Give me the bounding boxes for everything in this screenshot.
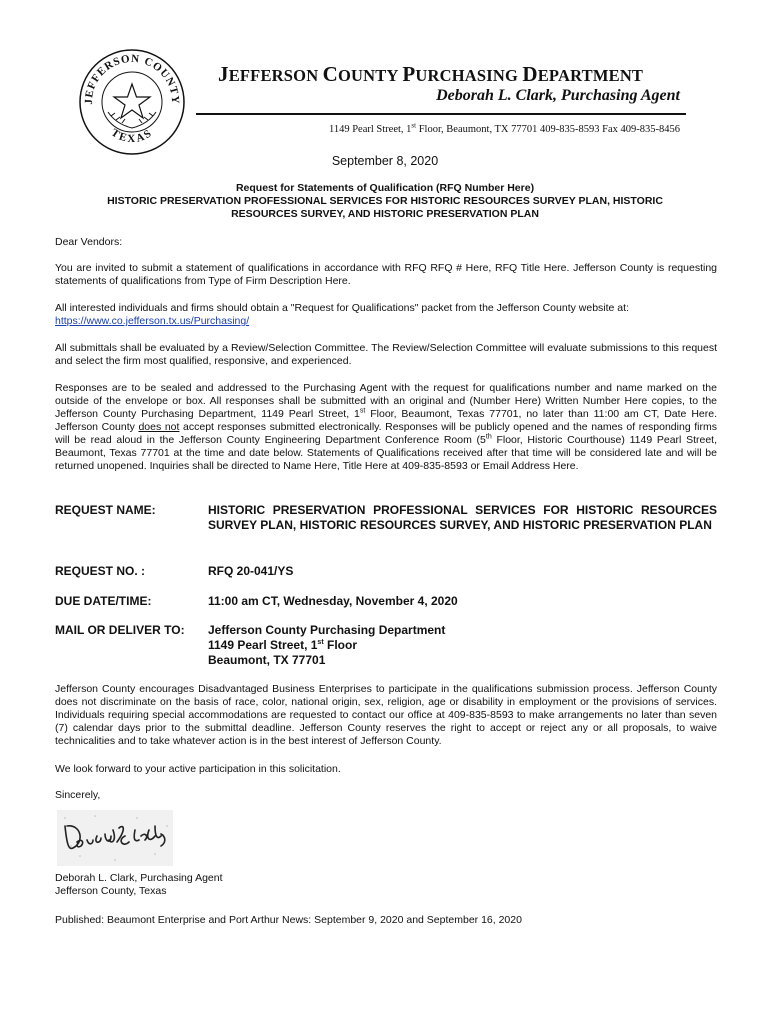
request-name-label: REQUEST NAME: <box>55 503 156 517</box>
signer-name: Deborah L. Clark, Purchasing Agent <box>55 872 223 884</box>
letterhead-divider <box>196 113 686 115</box>
request-name-value: HISTORIC PRESERVATION PROFESSIONAL SERVICES FOR HISTORIC RESOURCES SURVEY PLAN, HISTORIC RESOURCES SURVEY, AND HISTORIC PRESERVATION PLAN <box>208 503 717 532</box>
paragraph-closing: We look forward to your active participation in this solicitation. <box>55 763 341 775</box>
handwritten-signature <box>55 806 175 868</box>
due-date-value: 11:00 am CT, Wednesday, November 4, 2020 <box>208 594 458 608</box>
mail-label: MAIL OR DELIVER TO: <box>55 623 185 637</box>
paragraph-packet: All interested individuals and firms should obtain a "Request for Qualifications" packet from the Jefferson County website at: https://www.co.jefferson.tx.us/Purchasing/ <box>55 302 629 327</box>
purchasing-agent-name: Deborah L. Clark, Purchasing Agent <box>436 87 680 104</box>
rfq-heading <box>60 182 710 221</box>
mail-address: Jefferson County Purchasing Department 1149 Pearl Street, 1st Floor Beaumont, TX 77701 <box>208 623 446 667</box>
paragraph-dbe: Jefferson County encourages Disadvantaged Business Enterprises to participate in the qualifications submission process. Jefferson County does not discriminate on the basis of race, color, national origin, sex, religion, age or disability in employment or the provisions of services. Individuals requiring special accommodations are requested to contact our office at 409-835-8593 to make arrangements no later than seven (7) calendar days prior to the submittal deadline. Jefferson County reserves the right to accept or reject any or all proposals, to waive technicalities and to take whatever action is in the best interest of Jefferson County. <box>55 683 717 747</box>
county-seal-logo <box>78 48 186 156</box>
salutation: Dear Vendors: <box>55 236 123 248</box>
signer-block <box>55 872 223 898</box>
paragraph-submission: Responses are to be sealed and addressed to the Purchasing Agent with the request for qualifications number and name marked on the outside of the envelope or box. All responses shall be submitted with an original and (Number Here) Written Number Here copies, to the Jefferson County Purchasing Department, 1149 Pearl Street, 1st Floor, Beaumont, Texas 77701, no later than 11:00 am CT, Date Here. Jefferson County does not accept responses submitted electronically. Responses will be publicly opened and the names of responding firms will be read aloud in the Jefferson County Engineering Department Conference Room (5th Floor, Historic Courthouse) 1149 Pearl Street, Beaumont, Texas 77701 at the time and date below. Statements of Qualifications received after that time will be considered late and will be returned unopened. Inquiries shall be directed to Name Here, Title Here at 409-835-8593 or Email Address Here. <box>55 382 717 472</box>
rfq-heading-line: RESOURCES SURVEY, AND HISTORIC PRESERVATION PLAN <box>231 208 539 220</box>
letterhead-address: 1149 Pearl Street, 1st Floor, Beaumont, TX 77701 409-835-8593 Fax 409-835-8456 <box>328 121 680 135</box>
signer-organization: Jefferson County, Texas <box>55 885 167 897</box>
paragraph-evaluation: All submittals shall be evaluated by a Review/Selection Committee. The Review/Selection Committee will evaluate submissions to this request and select the firm most qualified, responsive, and experienced. <box>55 342 717 367</box>
closing-sincerely: Sincerely, <box>55 789 101 801</box>
rfq-heading-line: Request for Statements of Qualification (RFQ Number Here) <box>235 182 535 194</box>
rfq-heading-line: HISTORIC PRESERVATION PROFESSIONAL SERVICES FOR HISTORIC RESOURCES SURVEY PLAN, HISTORIC <box>107 195 663 207</box>
letter-date: September 8, 2020 <box>331 154 439 168</box>
purchasing-website-link[interactable]: https://www.co.jefferson.tx.us/Purchasing/ <box>55 315 250 327</box>
svg-text:TEXAS: TEXAS <box>108 126 156 146</box>
department-title: JEFFERSON COUNTY PURCHASING DEPARTMENT <box>218 62 644 86</box>
svg-text:JEFFERSON COUNTY: JEFFERSON COUNTY <box>82 52 182 105</box>
request-no-value: RFQ 20-041/YS <box>208 564 294 578</box>
paragraph-invitation: You are invited to submit a statement of qualifications in accordance with RFQ RFQ # Here, RFQ Title Here. Jefferson County is requesting statements of qualifications from Type of Firm Description Here. <box>55 262 717 287</box>
publication-note: Published: Beaumont Enterprise and Port Arthur News: September 9, 2020 and September 16, 2020 <box>55 914 522 926</box>
request-no-label: REQUEST NO. : <box>55 564 146 578</box>
due-date-label: DUE DATE/TIME: <box>55 594 152 608</box>
